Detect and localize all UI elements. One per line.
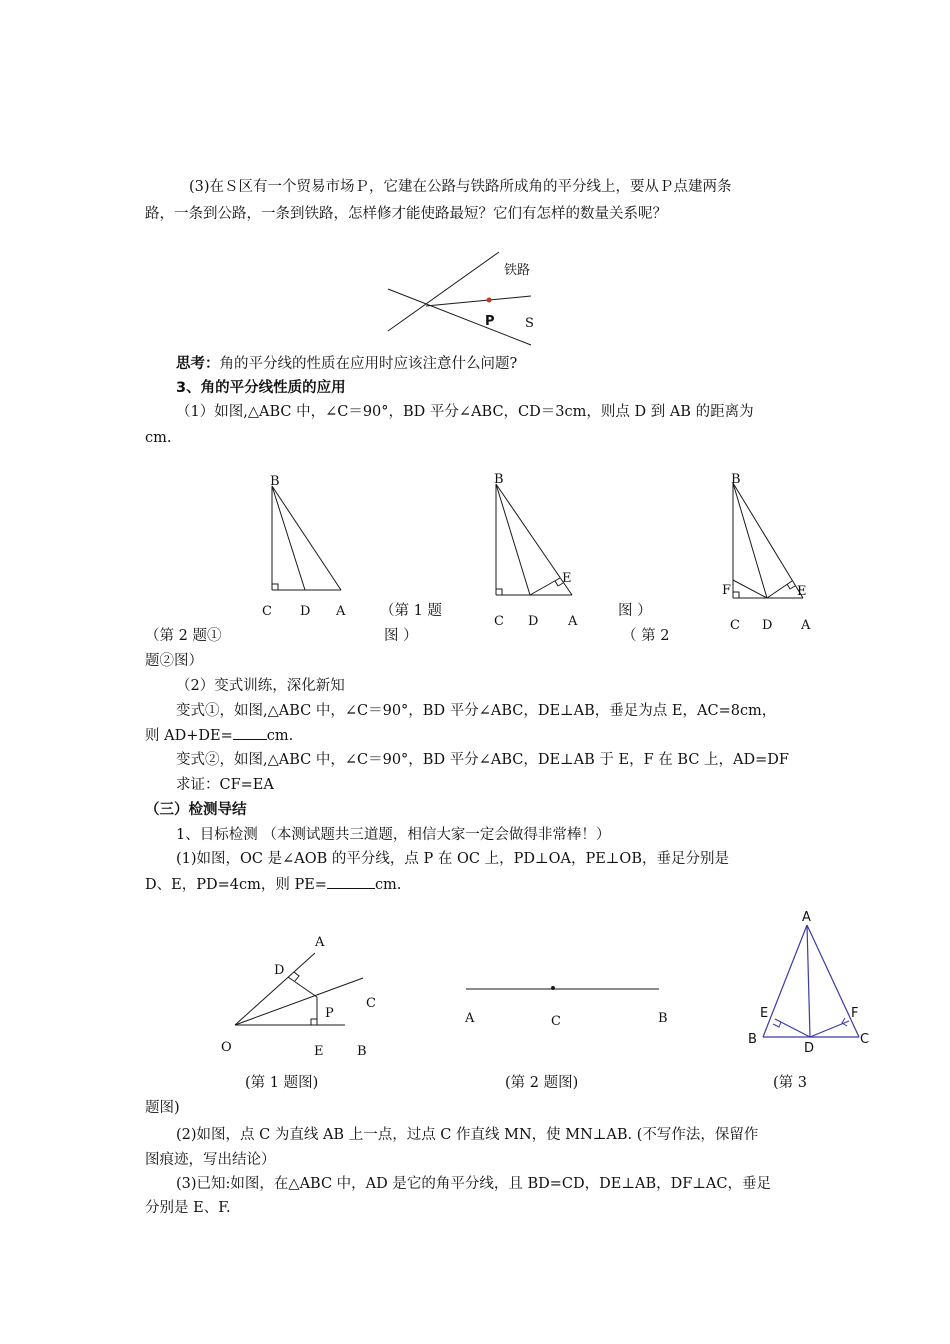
- q3-line2: 路，一条到公路，一条到铁路，怎样修才能使路最短？它们有怎样的数量关系呢？: [145, 206, 667, 222]
- caption-fig1-a: （第 1 题: [380, 603, 442, 619]
- fig3-label-f: F: [722, 583, 732, 598]
- test-figure-2: [466, 986, 659, 990]
- fig2-label-b: B: [494, 472, 504, 487]
- variant2-line2: 求证：CF=EA: [176, 777, 274, 793]
- variant1-line1: 变式①，如图,△ABC 中，∠C＝90°，BD 平分∠ABC，DE⊥AB，垂足为点 E，AC=8cm，: [176, 703, 777, 719]
- fig3-label-c: C: [730, 618, 740, 633]
- p1-line1: （1）如图,△ABC 中，∠C＝90°，BD 平分∠ABC，CD＝3cm，则点 D 到 AB 的距离为: [176, 404, 754, 420]
- tf2-label-c: C: [551, 1014, 561, 1029]
- section-heading-3: 3、角的平分线性质的应用: [176, 380, 346, 396]
- think-bold: 思考：: [176, 356, 220, 372]
- fig2-label-e: E: [562, 571, 572, 586]
- tf1-label-a: A: [315, 935, 325, 950]
- caption-fig2-left: （第 2 题①: [145, 628, 222, 644]
- s-area-label: S: [525, 316, 534, 331]
- point-c-marker: [551, 986, 555, 990]
- tf3-label-d: D: [804, 1041, 815, 1056]
- p1-line2: cm.: [145, 430, 172, 446]
- tf1-label-b: B: [357, 1044, 367, 1059]
- caption-fig2-c: （ 第 2: [622, 628, 670, 644]
- fig1-label-d: D: [300, 604, 311, 619]
- railway-label: 铁路: [504, 263, 531, 278]
- test1-line1: (1)如图，OC 是∠AOB 的平分线，点 P 在 OC 上，PD⊥OA，PE⊥OB，垂足分别是: [176, 851, 729, 867]
- tf2-label-b: B: [658, 1011, 668, 1026]
- test3-line2: 分别是 E、F.: [145, 1200, 231, 1216]
- fig3-label-e: E: [797, 584, 807, 599]
- fig2-label-c: C: [494, 614, 504, 629]
- test2-line2: 图痕迹，写出结论）: [145, 1152, 276, 1168]
- fig2-label-a: A: [568, 614, 578, 629]
- goal-line: 1、目标检测 （本测试题共三道题，相信大家一定会做得非常棒！）: [176, 827, 611, 843]
- test-caption-2: (第 2 题图): [505, 1075, 579, 1091]
- test-caption-3-wrap: 题图): [145, 1100, 180, 1116]
- fig1-label-a: A: [336, 604, 346, 619]
- tf3-label-f: F: [851, 1006, 859, 1021]
- section-heading-check: （三）检测导结: [145, 802, 247, 818]
- test-figure-1: [235, 953, 363, 1025]
- tf3-label-c: C: [860, 1032, 870, 1047]
- variant1-line2-b: cm.: [266, 728, 294, 744]
- tf1-label-c: C: [366, 996, 376, 1011]
- fig1-label-c: C: [262, 604, 272, 619]
- tf2-label-a: A: [465, 1011, 475, 1026]
- test1-line2-a: D、E，PD=4cm，则 PE=: [145, 877, 327, 893]
- q3-line1: (3)在Ｓ区有一个贸易市场Ｐ，它建在公路与铁路所成角的平分线上，要从Ｐ点建两条: [189, 179, 732, 195]
- test3-line1: (3)已知:如图，在△ABC 中，AD 是它的角平分线，且 BD=CD，DE⊥AB，DF⊥AC，垂足: [176, 1176, 772, 1192]
- variant1-line2-a: 则 AD+DE=: [145, 728, 233, 744]
- variant2-line1: 变式②，如图,△ABC 中，∠C＝90°，BD 平分∠ABC，DE⊥AB 于 E，F 在 BC 上，AD=DF: [176, 752, 789, 768]
- tf3-label-b: B: [748, 1032, 757, 1047]
- tf1-label-e: E: [314, 1044, 324, 1059]
- p2-heading: （2）变式训练，深化新知: [176, 678, 345, 694]
- tf1-label-d: D: [274, 963, 285, 978]
- tf1-label-o: O: [221, 1040, 232, 1055]
- fig3-label-d: D: [762, 618, 773, 633]
- caption-fig2-b: 图 ）: [618, 603, 652, 619]
- caption-fig2-wrap: 题②图）: [145, 653, 203, 669]
- point-p-label: P: [485, 314, 495, 329]
- fig2-label-d: D: [528, 614, 539, 629]
- fig3-label-b: B: [731, 472, 741, 487]
- tf3-label-e: E: [760, 1006, 769, 1021]
- fig3-label-a: A: [801, 618, 811, 633]
- tf3-label-a: A: [802, 910, 811, 925]
- test2-line1: (2)如图，点 C 为直线 AB 上一点，过点 C 作直线 MN，使 MN⊥AB. (不写作法，保留作: [176, 1127, 759, 1143]
- caption-fig1-b: 图 ）: [384, 628, 418, 644]
- fig1-label-b: B: [270, 474, 280, 489]
- test-caption-1: (第 1 题图): [245, 1075, 319, 1091]
- test-figure-3: [763, 925, 859, 1037]
- think-text: 角的平分线的性质在应用时应该注意什么问题?: [219, 356, 518, 372]
- tf1-label-p: P: [325, 1006, 334, 1021]
- test-caption-3: (第 3: [773, 1075, 807, 1091]
- test1-line2-b: cm.: [374, 877, 402, 893]
